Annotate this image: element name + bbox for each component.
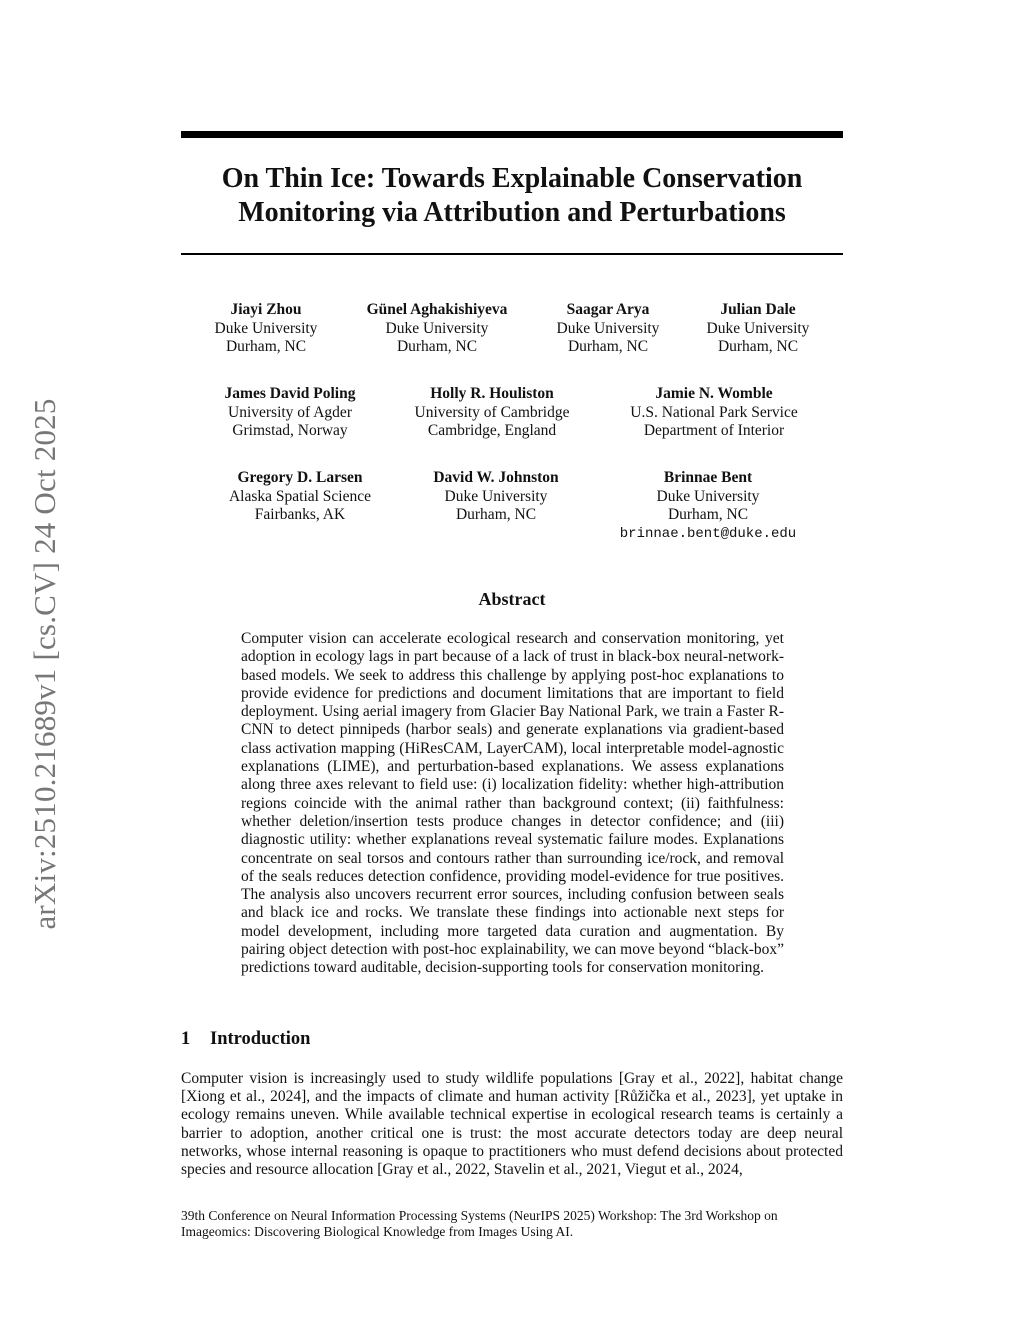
section-title: Introduction — [210, 1029, 311, 1049]
author-location: Fairbanks, AK — [254, 506, 346, 523]
paper-title-line-1: On Thin Ice: Towards Explainable Conservation — [221, 163, 803, 194]
author-affiliation: Duke University — [385, 319, 489, 337]
author-affiliation: Alaska Spatial Science — [228, 487, 372, 505]
conference-footnote: 39th Conference on Neural Information Processing Systems (NeurIPS 2025) Workshop: The 3rd Workshop on Imageomics: Discovering Biological Knowledge from Images Using AI. — [181, 1208, 778, 1239]
author-location: Durham, NC — [455, 506, 537, 523]
introduction-paragraph: Computer vision is increasingly used to study wildlife populations [Gray et al., 2022], habitat change [Xiong et al., 2024], and the impacts of climate and human activity [Růžička et al., 2023], yet uptake in ecology remains uneven. While available technical expertise in ecological research teams is certainly a barrier to adoption, another critical one is trust: the most accurate detectors today are deep neural networks, whose internal reasoning is opaque to practitioners who must defend decisions about protected species and resource allocation [Gray et al., 2022, Stavelin et al., 2021, Viegut et al., 2024, — [181, 1070, 843, 1179]
abstract-heading: Abstract — [478, 589, 546, 609]
author-location: Durham, NC — [396, 338, 478, 355]
author-block — [598, 469, 818, 543]
author-name: David W. Johnston — [433, 469, 559, 486]
paper-title-line-2: Monitoring via Attribution and Perturbations — [238, 197, 786, 228]
author-location: Durham, NC — [567, 338, 649, 355]
author-block — [386, 469, 606, 525]
title-top-rule — [181, 131, 843, 138]
author-name: Holly R. Houliston — [430, 385, 554, 402]
author-location: Cambridge, England — [427, 422, 557, 439]
author-affiliation: Duke University — [214, 319, 318, 337]
author-affiliation: University of Cambridge — [414, 403, 570, 421]
author-block — [648, 301, 868, 357]
author-name: Günel Aghakishiyeva — [366, 301, 508, 318]
section-number: 1 — [181, 1029, 191, 1049]
author-name: James David Poling — [224, 385, 356, 402]
author-block — [382, 385, 602, 441]
author-affiliation: Duke University — [656, 487, 760, 505]
author-location: Durham, NC — [667, 506, 749, 523]
arxiv-identifier-stamp — [14, 372, 76, 956]
author-affiliation: Duke University — [556, 319, 660, 337]
author-location: Grimstad, Norway — [232, 422, 348, 439]
author-affiliation: University of Agder — [228, 403, 352, 421]
author-affiliation: U.S. National Park Service — [630, 403, 798, 421]
author-name: Brinnae Bent — [663, 469, 753, 486]
title-bottom-rule — [181, 253, 843, 255]
author-location: Durham, NC — [225, 338, 307, 355]
author-block — [180, 385, 400, 441]
author-block — [604, 385, 824, 441]
author-email-link[interactable]: brinnae.bent@duke.edu — [619, 525, 797, 542]
author-name: Jamie N. Womble — [655, 385, 773, 402]
abstract-text: Computer vision can accelerate ecological research and conservation monitoring, yet adoption in ecology lags in part because of a lack of trust in black-box neural-network-based models. We seek to address this challenge by applying post-hoc explanations to provide evidence for predictions and document limitations that are important to field deployment. Using aerial imagery from Glacier Bay National Park, we train a Faster R-CNN to detect pinnipeds (harbor seals) and generate explanations via gradient-based class activation mapping (HiResCAM, LayerCAM), local interpretable model-agnostic explanations (LIME), and perturbation-based explanations. We assess explanations along three axes relevant to field use: (i) localization fidelity: whether high-attribution regions coincide with the animal rather than background context; (ii) faithfulness: whether deletion/insertion tests produce changes in detector confidence; and (iii) diagnostic utility: whether explanations reveal systematic failure modes. Explanations concentrate on seal torsos and contours rather than surrounding ice/rock, and removal of the seals reduces detection confidence, providing model-evidence for true positives. The analysis also uncovers recurrent error sources, including confusion between seals and black ice and rocks. We translate these findings into actionable next steps for model development, including more targeted data curation and augmentation. By pairing object detection with post-hoc explainability, we can move beyond “black-box” predictions toward auditable, decision-supporting tools for conservation monitoring. — [241, 630, 784, 977]
author-affiliation: Duke University — [444, 487, 548, 505]
author-name: Gregory D. Larsen — [237, 469, 363, 486]
author-name: Saagar Arya — [566, 301, 650, 318]
author-block — [190, 469, 410, 525]
arxiv-identifier-text: arXiv:2510.21689v1 [cs.CV] 24 Oct 2025 — [27, 398, 62, 930]
section-heading-introduction — [181, 1029, 843, 1050]
author-location: Durham, NC — [717, 338, 799, 355]
author-affiliation: Duke University — [706, 319, 810, 337]
paper-title — [181, 162, 843, 230]
author-location: Department of Interior — [643, 422, 785, 439]
author-name: Julian Dale — [720, 301, 796, 318]
author-name: Jiayi Zhou — [230, 301, 302, 318]
